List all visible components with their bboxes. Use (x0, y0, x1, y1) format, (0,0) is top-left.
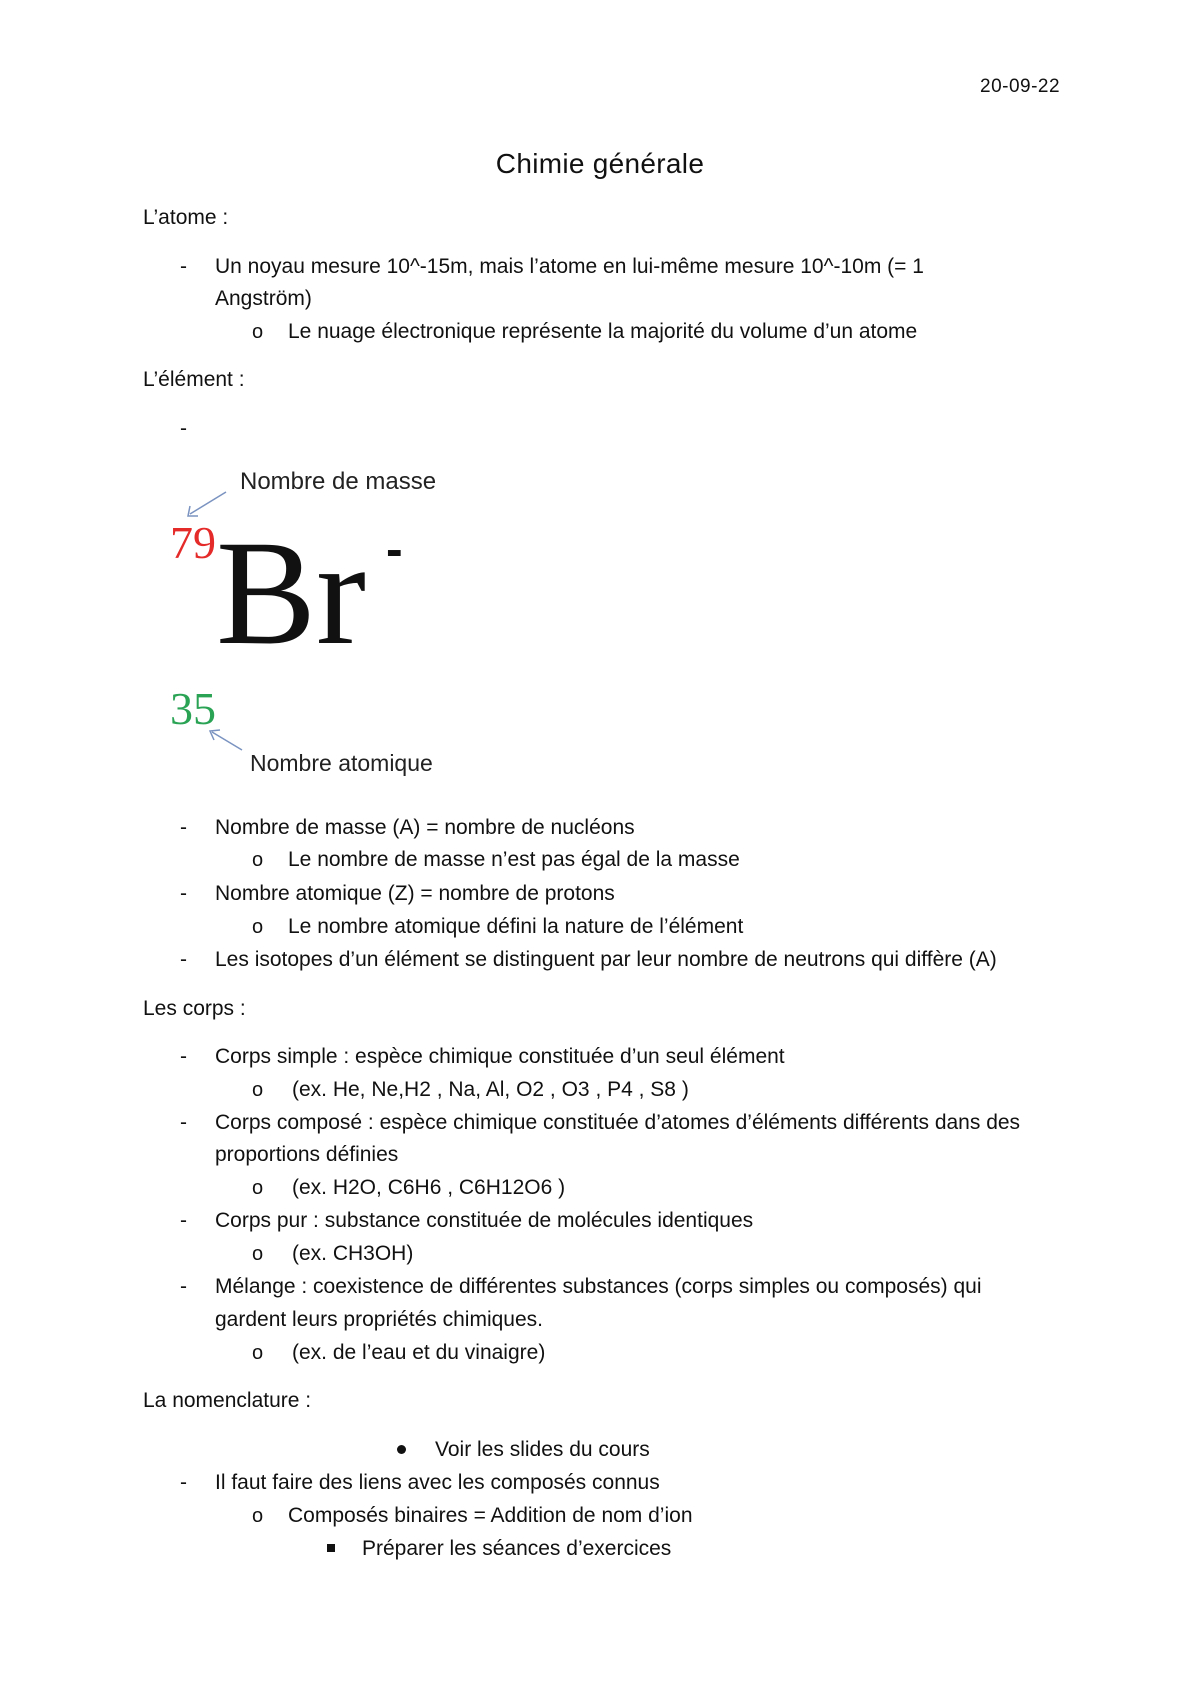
bullet-square-icon (327, 1544, 335, 1552)
document-date: 20-09-22 (980, 76, 1061, 97)
list-dash: - (180, 417, 187, 440)
ion-charge: - (386, 521, 403, 577)
element-symbol: Br (216, 510, 366, 676)
heading-corps: Les corps : (143, 997, 246, 1020)
list-item: Corps pur : substance constituée de molécules identiques (215, 1209, 754, 1232)
list-subitem: Le nombre atomique défini la nature de l’élément (288, 915, 744, 938)
heading-nomenclature: La nomenclature : (143, 1389, 312, 1412)
list-circle: o (252, 849, 264, 871)
list-circle: o (252, 916, 264, 938)
list-dash: - (180, 1275, 187, 1298)
list-item: Mélange : coexistence de différentes substances (corps simples ou composés) qui (215, 1275, 982, 1298)
list-item: Corps composé : espèce chimique constituée d’atomes d’éléments différents dans des (215, 1111, 1021, 1134)
list-subitem: (ex. CH3OH) (292, 1242, 414, 1265)
list-circle: o (252, 1079, 264, 1101)
list-dash: - (180, 816, 187, 839)
list-dash: - (180, 1471, 187, 1494)
list-item: Nombre de masse (A) = nombre de nucléons (215, 816, 635, 839)
list-subitem: Le nuage électronique représente la majorité du volume d’un atome (288, 320, 918, 343)
list-item: Les isotopes d’un élément se distinguent par leur nombre de neutrons qui diffère (A) (215, 948, 997, 971)
list-subitem: Composés binaires = Addition de nom d’ion (288, 1504, 693, 1527)
list-circle: o (252, 1505, 264, 1527)
atomic-number-label: Nombre atomique (250, 750, 433, 776)
list-dash: - (180, 1045, 187, 1068)
list-subitem: (ex. H2O, C6H6 , C6H12O6 ) (292, 1176, 566, 1199)
list-circle: o (252, 321, 264, 343)
list-subitem: Le nombre de masse n’est pas égal de la masse (288, 848, 740, 871)
mass-number-label: Nombre de masse (240, 468, 437, 495)
list-item: Nombre atomique (Z) = nombre de protons (215, 882, 615, 905)
list-item: Corps simple : espèce chimique constituée d’un seul élément (215, 1045, 785, 1068)
list-item-continuation: gardent leurs propriétés chimiques. (215, 1308, 544, 1331)
list-item-continuation: proportions définies (215, 1143, 399, 1166)
list-dash: - (180, 255, 187, 278)
list-item: Un noyau mesure 10^-15m, mais l’atome en lui-même mesure 10^-10m (= 1 (215, 255, 924, 278)
list-circle: o (252, 1177, 264, 1199)
list-circle: o (252, 1342, 264, 1364)
bullet-dot-icon (397, 1445, 406, 1454)
list-dash: - (180, 1209, 187, 1232)
mass-number: 79 (170, 517, 216, 568)
atomic-number: 35 (170, 683, 216, 734)
list-subsubitem: Préparer les séances d’exercices (362, 1537, 672, 1560)
list-circle: o (252, 1243, 264, 1265)
list-subitem: (ex. de l’eau et du vinaigre) (292, 1341, 546, 1364)
list-dash: - (180, 948, 187, 971)
list-item-continuation: Angström) (215, 287, 312, 310)
bromine-notation-diagram (150, 460, 570, 790)
heading-element: L’élément : (143, 368, 245, 391)
heading-atome: L’atome : (143, 206, 229, 229)
list-dash: - (180, 1111, 187, 1134)
list-bullet-item: Voir les slides du cours (435, 1438, 650, 1461)
list-subitem: (ex. He, Ne,H2 , Na, Al, O2 , O3 , P4 , S8 ) (292, 1078, 689, 1101)
document-title: Chimie générale (495, 148, 705, 179)
list-dash: - (180, 882, 187, 905)
list-item: Il faut faire des liens avec les composés connus (215, 1471, 660, 1494)
